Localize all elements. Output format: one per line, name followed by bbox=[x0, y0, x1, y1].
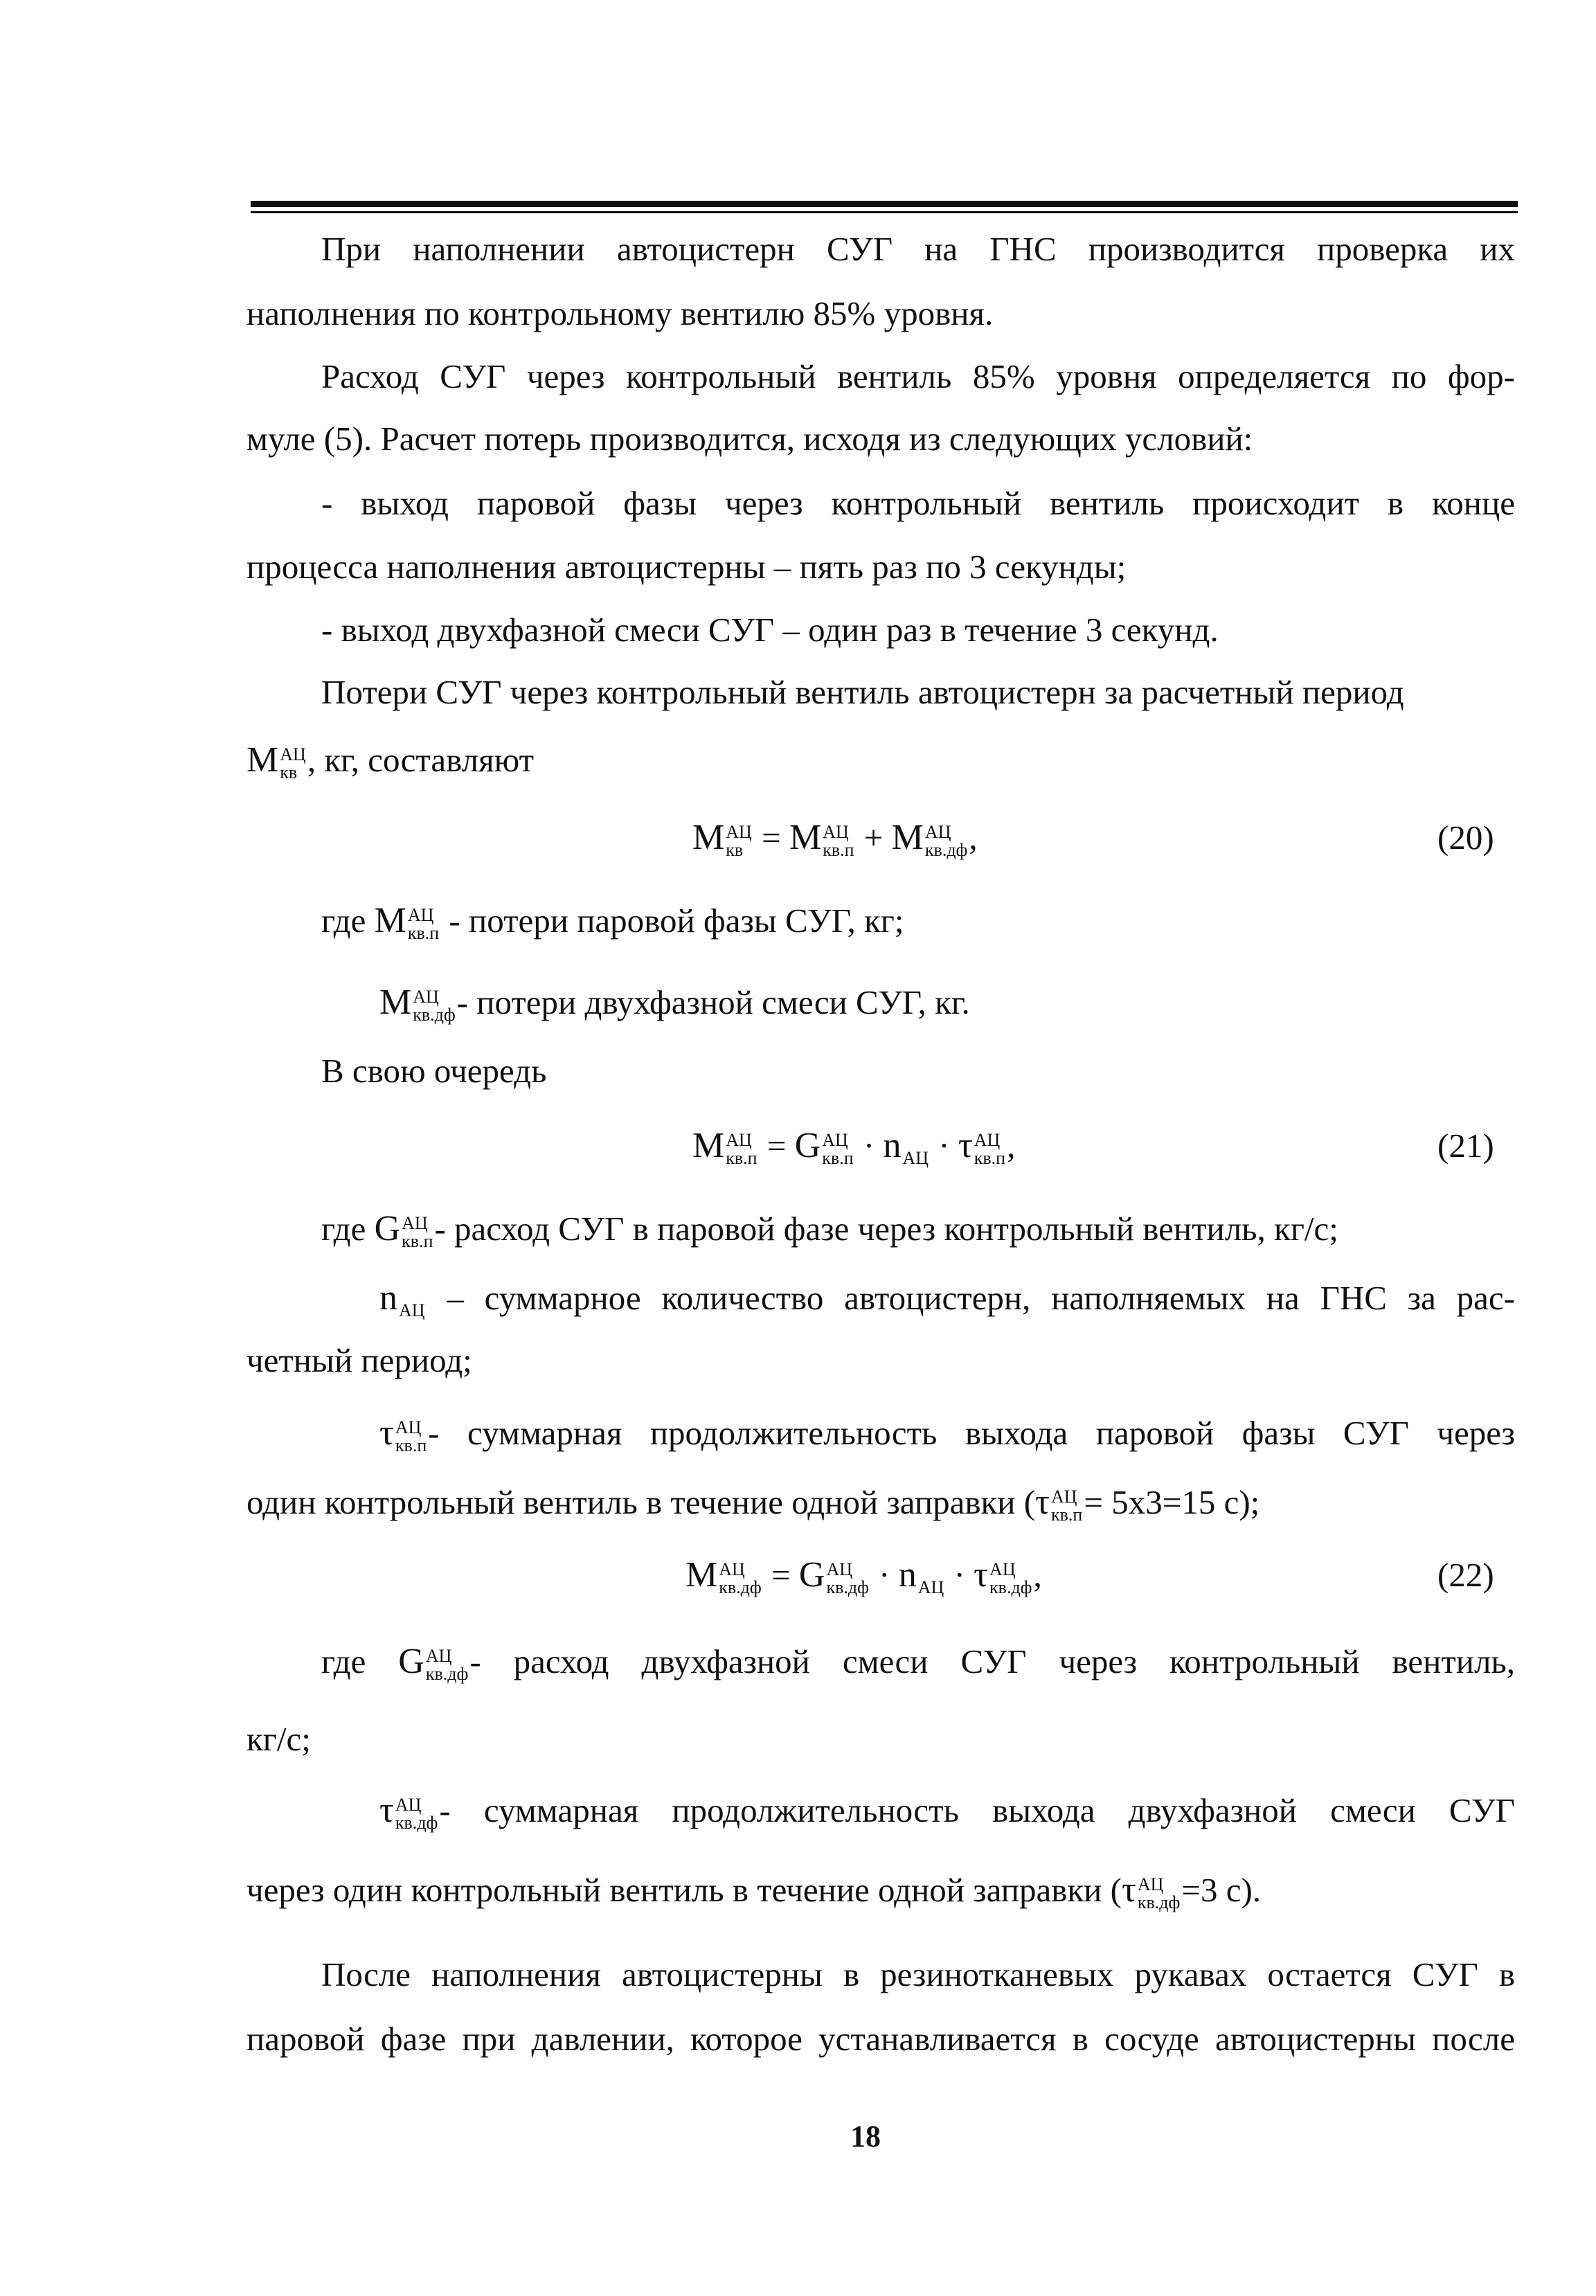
text-line: где G АЦ кв.дф - расход двухфазной смеси СУГ через контрольный вентиль, bbox=[321, 1642, 1516, 1684]
page-number: 18 bbox=[850, 2119, 881, 2153]
text-line: При наполнении автоцистерн СУГ на ГНС производится проверка их bbox=[321, 230, 1515, 268]
equation-number: (21) bbox=[1437, 1127, 1494, 1165]
equation-number: (22) bbox=[1437, 1556, 1494, 1594]
text-line: один контрольный вентиль в течение одной заправки (τ АЦ кв.п = 5х3=15 с); bbox=[246, 1482, 1260, 1525]
text-line: через один контрольный вентиль в течение одной заправки (τ АЦ кв.дф =3 с). bbox=[246, 1870, 1262, 1912]
text-line: - выход паровой фазы через контрольный вентиль происходит в конце bbox=[321, 484, 1515, 522]
text-line: В свою очередь bbox=[321, 1052, 547, 1090]
header-rule-thick bbox=[251, 201, 1518, 207]
text-line: паровой фазе при давлении, которое устанавливается в сосуде автоцистерны после bbox=[246, 2020, 1515, 2058]
text-line: где M АЦ кв.п - потери паровой фазы СУГ, кг; bbox=[321, 901, 904, 943]
text-line: После наполнения автоцистерны в резинотканевых рукавах остается СУГ в bbox=[321, 1955, 1515, 1993]
text-line: n АЦ – суммарное количество автоцистерн, наполняемых на ГНС за рас- bbox=[379, 1278, 1515, 1320]
text-line: τ АЦ кв.п - суммарная продолжительность выхода паровой фазы СУГ через bbox=[379, 1413, 1515, 1455]
text-line: процесса наполнения автоцистерны – пять раз по 3 секунды; bbox=[246, 548, 1127, 586]
text-line: M АЦ кв , кг, составляют bbox=[246, 740, 535, 782]
text-line: - выход двухфазной смеси СУГ – один раз в течение 3 секунд. bbox=[321, 611, 1219, 649]
equation-number: (20) bbox=[1437, 818, 1494, 856]
text-line: кг/с; bbox=[246, 1720, 311, 1758]
equation-22: M АЦ кв.дф = G АЦ кв.дф · n АЦ · τ АЦ кв.дф , bbox=[685, 1555, 1042, 1597]
text-line: M АЦ кв.дф - потери двухфазной смеси СУГ, кг. bbox=[379, 983, 970, 1025]
text-line: наполнения по контрольному вентилю 85% уровня. bbox=[246, 294, 994, 332]
text-line: где G АЦ кв.п - расход СУГ в паровой фазе через контрольный вентиль, кг/с; bbox=[321, 1209, 1338, 1251]
header-rule-thin bbox=[251, 211, 1518, 213]
text-line: муле (5). Расчет потерь производится, исходя из следующих условий: bbox=[246, 420, 1253, 458]
text-line: τ АЦ кв.дф - суммарная продолжительность выхода двухфазной смеси СУГ bbox=[379, 1791, 1515, 1833]
text-line: Расход СУГ через контрольный вентиль 85% уровня определяется по фор- bbox=[321, 357, 1515, 395]
equation-20: M АЦ кв = M АЦ кв.п + M АЦ кв.дф , bbox=[692, 818, 978, 860]
text-line: Потери СУГ через контрольный вентиль автоцистерн за расчетный период bbox=[321, 673, 1404, 711]
equation-21: M АЦ кв.п = G АЦ кв.п · n АЦ · τ АЦ кв.п , bbox=[692, 1126, 1016, 1168]
text-line: четный период; bbox=[246, 1341, 472, 1379]
